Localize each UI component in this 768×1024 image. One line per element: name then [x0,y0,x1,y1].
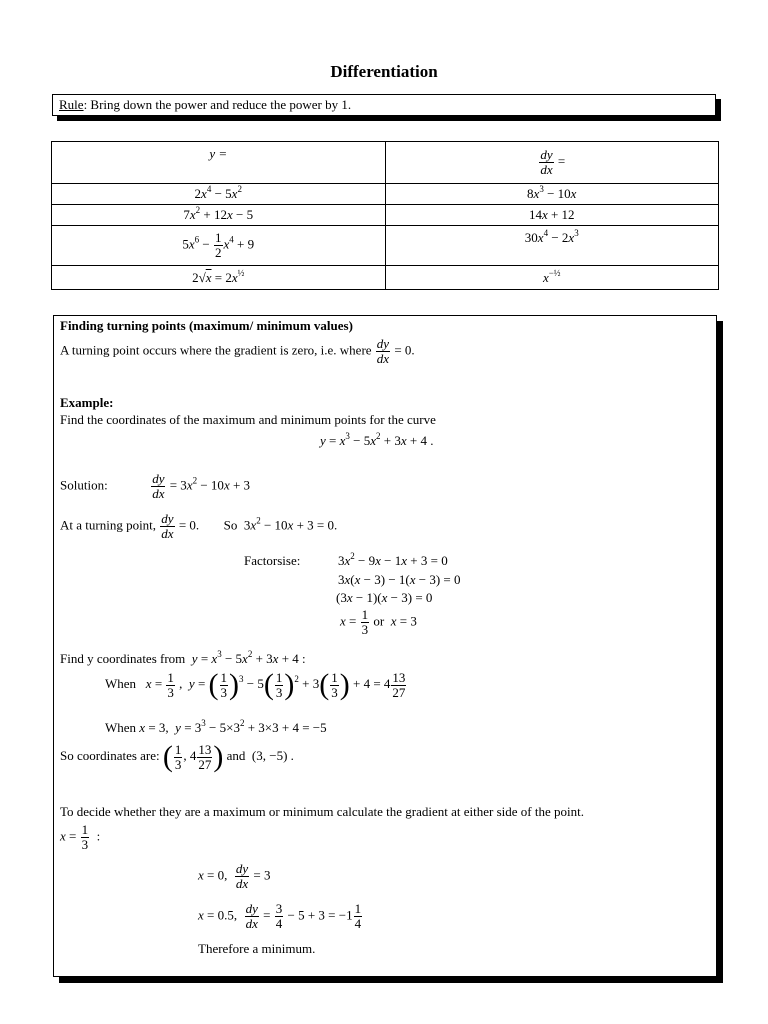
turning-label: At a turning point, [60,517,157,533]
example-label: Example: [60,395,114,410]
page-title: Differentiation [330,62,438,81]
factor-line-3: (3x − 1)(x − 3) = 0 [336,590,433,605]
rule-line [59,97,351,113]
row3-d: $30x^4 - 2x^3$ [385,226,719,266]
row4-y: $2√x = 2x^{\frac{1}{2}}$ [52,266,386,290]
intro-line: A turning point occurs where the gradient is zero, i.e. where $\frac{dy}{dx}$ = 0. [60,336,415,366]
table-row [52,184,719,205]
factor-line-4: x = $\frac{1}{3}$ or x = 3 [340,607,417,637]
intro-fraction: $\frac{dy}{dx}$ [376,336,390,366]
rule-box [52,94,716,116]
conclusion-text: Therefore a minimum. [198,941,316,956]
row1-d: $8x^3 - 10x$ [385,184,719,205]
factorise-label: Factorsise: [244,553,301,568]
table-row [52,226,719,266]
header-y: y = [52,142,386,184]
coords-and: and [226,747,246,763]
point-line: x = $\frac{1}{3}$ : [60,822,101,852]
row2-y: $7x^2 + 12x - 5$ [52,205,386,226]
coords-label: So coordinates are: [60,747,160,763]
when-line-2: When x = 3, $y = 3^3 - 5\times 3^2 + 3\times 3 + 4 = -5$ [105,718,327,735]
row4-d: $x^{-\frac{1}{2}}$ [385,266,719,290]
factor-line-1: $3x^2 - 9x - 1x + 3 = 0$ [338,551,448,568]
check-line-1: x = 0, $\frac{dy}{dx}$ = 3 [198,861,271,891]
when-line-1: When x = $\frac{1}{3}$ , y = ( $\frac{1}{3}$ )$^3$ − 5( $\frac{1}{3}$ )$^2$ + 3( $\frac{1}{3}$ ) + 4 = 4 $\frac{13}{27}$ [105,668,406,701]
table-row [52,205,719,226]
curve-equation: $y = x^3 - 5x^2 + 3x + 4$ . [320,431,434,448]
check-line-2: x = 0.5, $\frac{dy}{dx}$ = $\frac{3}{4}$ − 5 + 3 = −1 $\frac{1}{4}$ [198,901,362,931]
factor-line-2: 3x(x − 3) − 1(x − 3) = 0 [338,572,461,587]
row2-d: 14x + 12 [385,205,719,226]
table-row [52,266,719,290]
section-heading: Finding turning points (maximum/ minimum values) [60,318,353,333]
coords-line: So coordinates are: ( $\frac{1}{3}$ , 4 $\frac{13}{27}$ ) and (3, −5) . [60,740,294,773]
turning-line: At a turning point, $\frac{dy}{dx}$ = 0. So $3x^2 - 10x + 3 = 0$. [60,511,338,541]
table-header-row [52,142,719,184]
solution-label: Solution: [60,477,108,493]
intro-text: A turning point occurs where the gradient is zero, i.e. where [60,342,372,358]
task-text: Find the coordinates of the maximum and minimum points for the curve [60,412,436,427]
row1-y: $2x^4 - 5x^2$ [52,184,386,205]
header-dydx: $\frac{dy}{dx}$ = [385,142,719,184]
solution-line: Solution: $\frac{dy}{dx}$ = $3x^2 - 10x + 3$ [60,471,251,501]
decide-text: To decide whether they are a maximum or minimum calculate the gradient at either side of the point. [60,804,584,819]
rule-text: : Bring down the power and reduce the power by 1. [83,97,352,112]
rule-label: Rule [59,97,84,112]
derivative-table [51,141,719,290]
row3-y: $5x^6$ − $\frac{1}{2}$ $x^4 + 9$ [52,226,386,266]
find-y-line: Find y coordinates from $y = x^3 - 5x^2 + 3x + 4$ : [60,649,306,666]
